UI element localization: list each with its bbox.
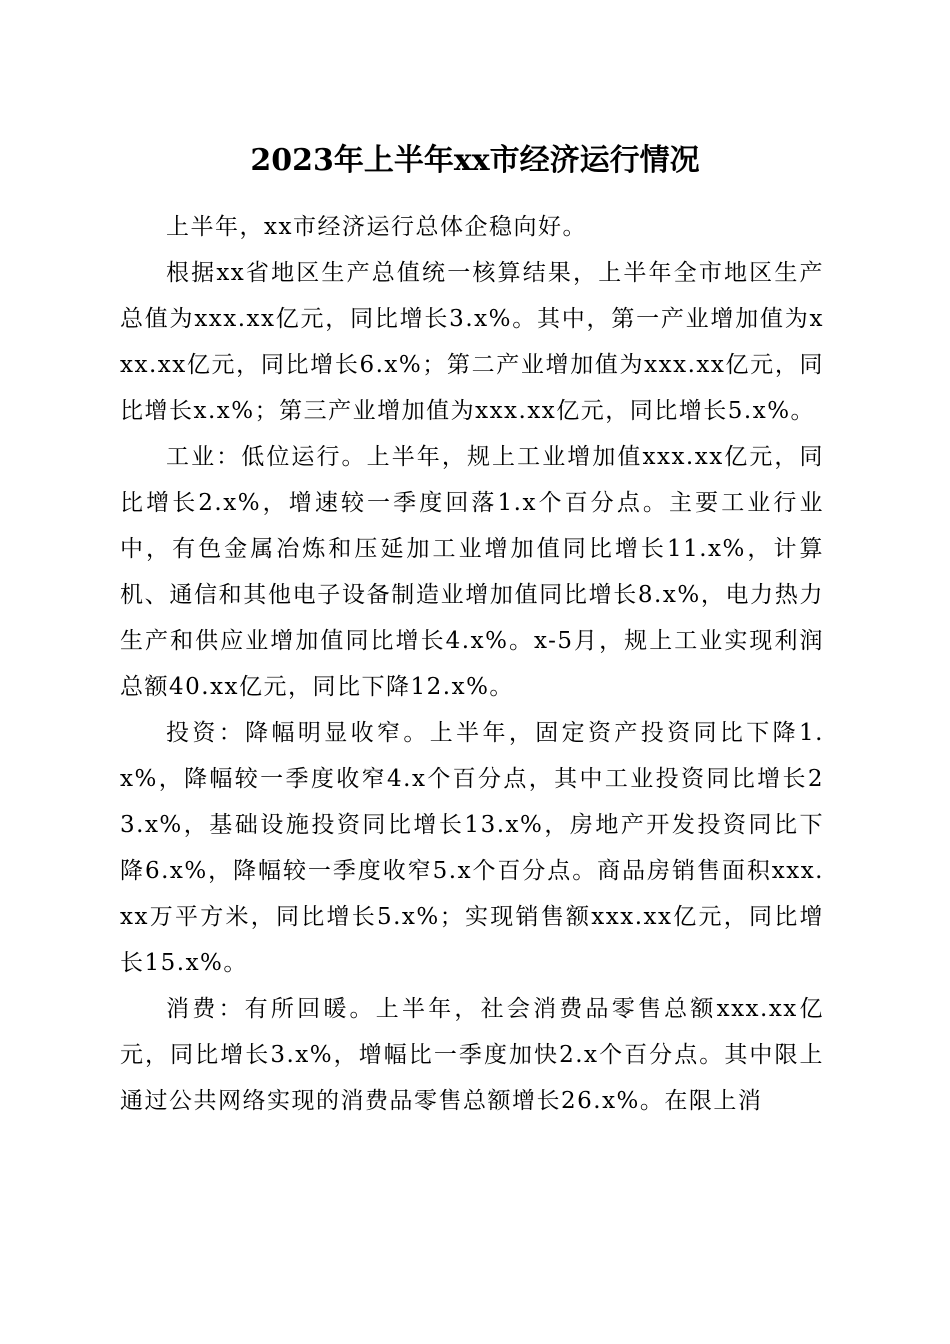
paragraph-intro: 上半年，xx市经济运行总体企稳向好。 [166, 214, 587, 240]
paragraph-industry: 工业：低位运行。上半年，规上工业增加值xxx.xx亿元，同比增长2.x%，增速较一季度回落1.x个百分点。主要工业行业中，有色金属冶炼和压延加工业增加值同比增长11.x%，计算机、通信和其他电子设备制造业增加值同比增长8.x%，电力热力生产和供应业增加值同比增长4.x%。x-5月，规上工业实现利润总额40.xx亿元，同比下降12.x%。 [120, 444, 824, 700]
paragraph-gdp: 根据xx省地区生产总值统一核算结果，上半年全市地区生产总值为xxx.xx亿元，同比增长3.x%。其中，第一产业增加值为xxx.xx亿元，同比增长6.x%；第二产业增加值为xxx.xx亿元，同比增长x.x%；第三产业增加值为xxx.xx亿元，同比增长5.x%。 [120, 260, 824, 424]
paragraph-consumption: 消费：有所回暖。上半年，社会消费品零售总额xxx.xx亿元，同比增长3.x%，增幅比一季度加快2.x个百分点。其中限上通过公共网络实现的消费品零售总额增长26.x%。在限上消 [120, 996, 824, 1114]
paragraph-investment: 投资：降幅明显收窄。上半年，固定资产投资同比下降1.x%，降幅较一季度收窄4.x个百分点，其中工业投资同比增长23.x%，基础设施投资同比增长13.x%，房地产开发投资同比下降6.x%，降幅较一季度收窄5.x个百分点。商品房销售面积xxx.xx万平方米，同比增长5.x%；实现销售额xxx.xx亿元，同比增长15.x%。 [120, 720, 824, 976]
document-title: 2023年上半年xx市经济运行情况 [250, 143, 700, 178]
document-body [120, 204, 824, 1124]
